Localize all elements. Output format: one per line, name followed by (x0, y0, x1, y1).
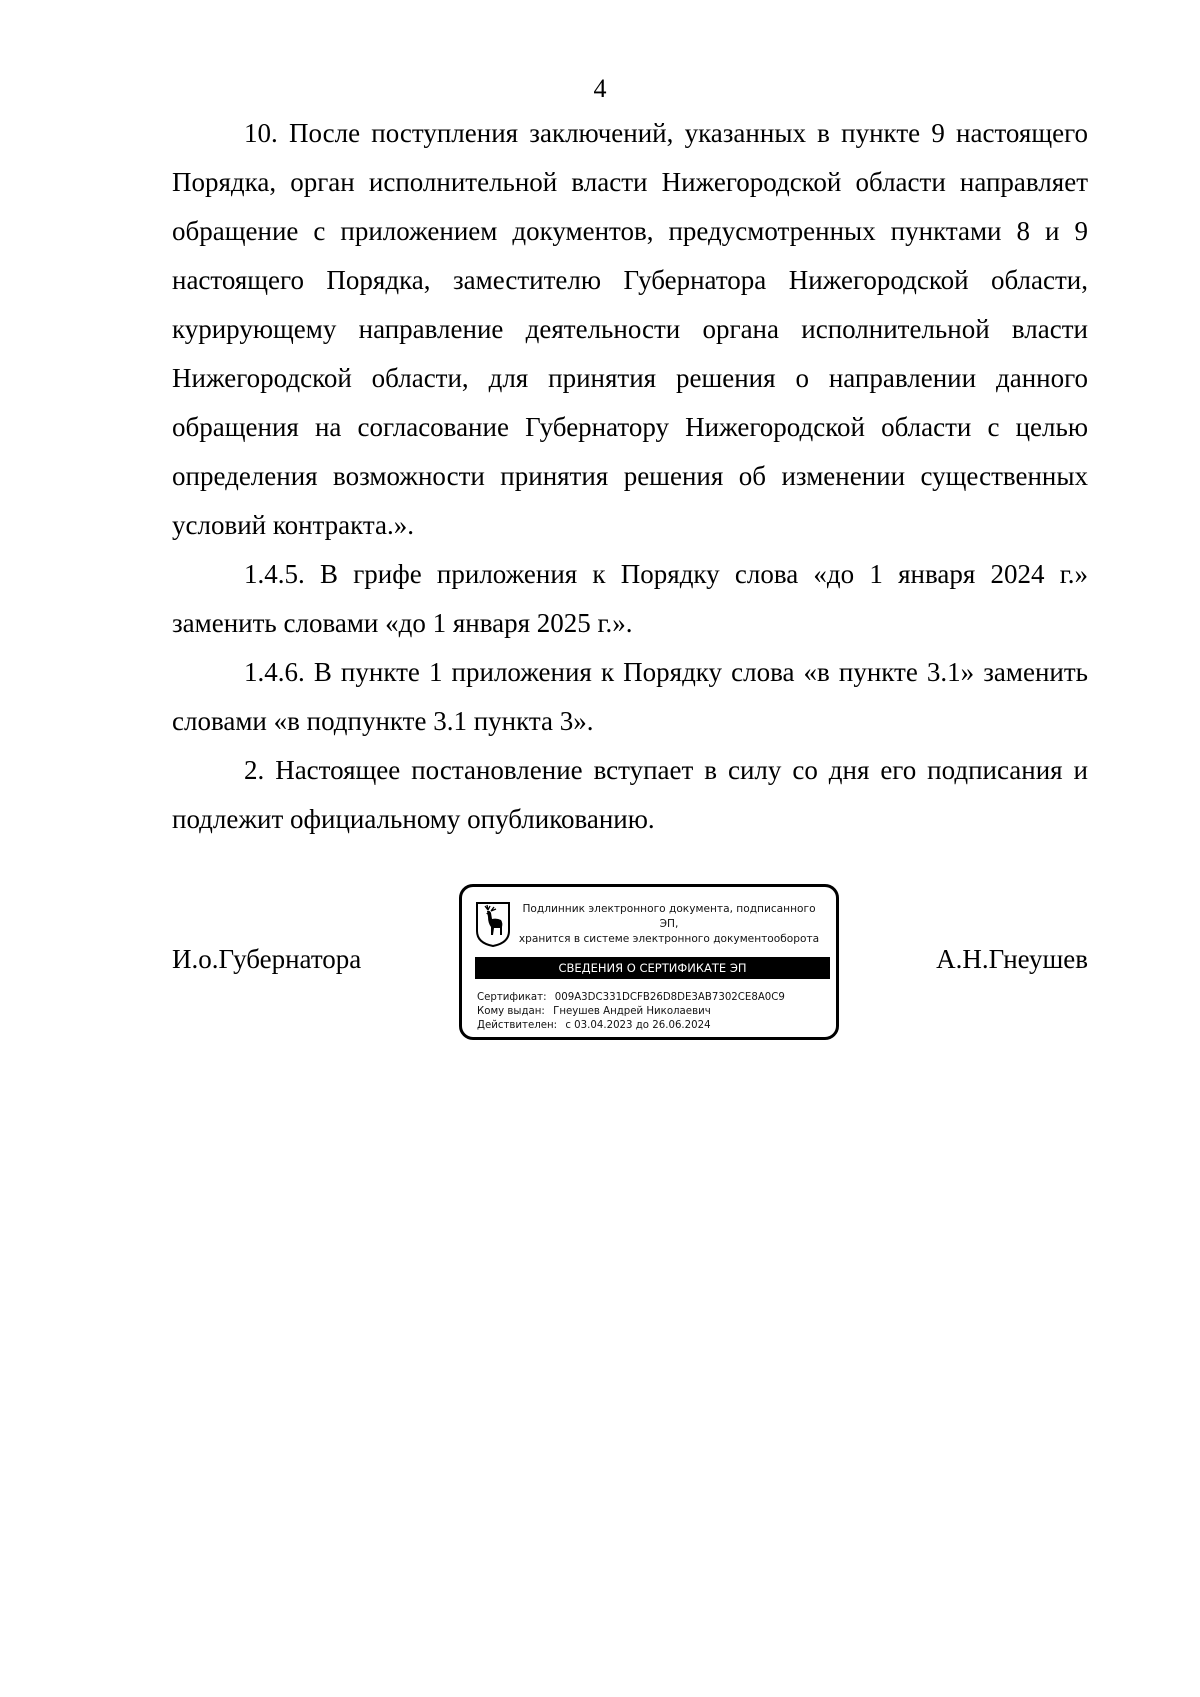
stamp-header-line-1: Подлинник электронного документа, подписанного ЭП, (522, 903, 816, 930)
issued-to-label: Кому выдан: (477, 1006, 545, 1017)
electronic-signature-stamp (459, 884, 839, 1040)
document-body (172, 109, 1088, 844)
certificate-label: Сертификат: (477, 992, 547, 1003)
stamp-details (477, 991, 827, 1033)
signatory-name: А.Н.Гнеушев (936, 944, 1088, 974)
paragraph-10: 10. После поступления заключений, указанных в пункте 9 настоящего Порядка, орган исполнительной власти Нижегородской области направляет обращение с приложением документов, предусмотренных пунктами 8 и 9 настоящего Порядка, заместителю Губернатора Нижегородской области, курирующему направление деятельности органа исполнительной власти Нижегородской области, для принятия решения о направлении данного обращения на согласование Губернатору Нижегородской области с целью определения возможности принятия решения об изменении существенных условий контракта.». (172, 118, 1088, 540)
certificate-row (477, 991, 827, 1005)
validity-label: Действителен: (477, 1020, 558, 1031)
certificate-value: 009A3DC331DCFB26D8DE3AB7302CE8A0C9 (554, 992, 785, 1003)
stamp-header (514, 902, 824, 947)
signatory-position: И.о.Губернатора (172, 944, 362, 974)
page-number: 4 (593, 74, 607, 103)
stamp-title-bar: СВЕДЕНИЯ О СЕРТИФИКАТЕ ЭП (475, 957, 830, 979)
validity-value: с 03.04.2023 до 26.06.2024 (565, 1020, 711, 1031)
paragraph-2: 2. Настоящее постановление вступает в силу со дня его подписания и подлежит официальному опубликованию. (172, 755, 1088, 834)
issued-to-row (477, 1005, 827, 1019)
paragraph-1-4-6: 1.4.6. В пункте 1 приложения к Порядку слова «в пункте 3.1» заменить словами «в подпункте 3.1 пункта 3». (172, 657, 1088, 736)
deer-coat-of-arms-icon (475, 901, 511, 947)
paragraph-1-4-5: 1.4.5. В грифе приложения к Порядку слова «до 1 января 2024 г.» заменить словами «до 1 января 2025 г.». (172, 559, 1088, 638)
issued-to-value: Гнеушев Андрей Николаевич (553, 1006, 711, 1017)
validity-row (477, 1019, 827, 1033)
stamp-header-line-2: хранится в системе электронного документооборота (518, 933, 820, 945)
